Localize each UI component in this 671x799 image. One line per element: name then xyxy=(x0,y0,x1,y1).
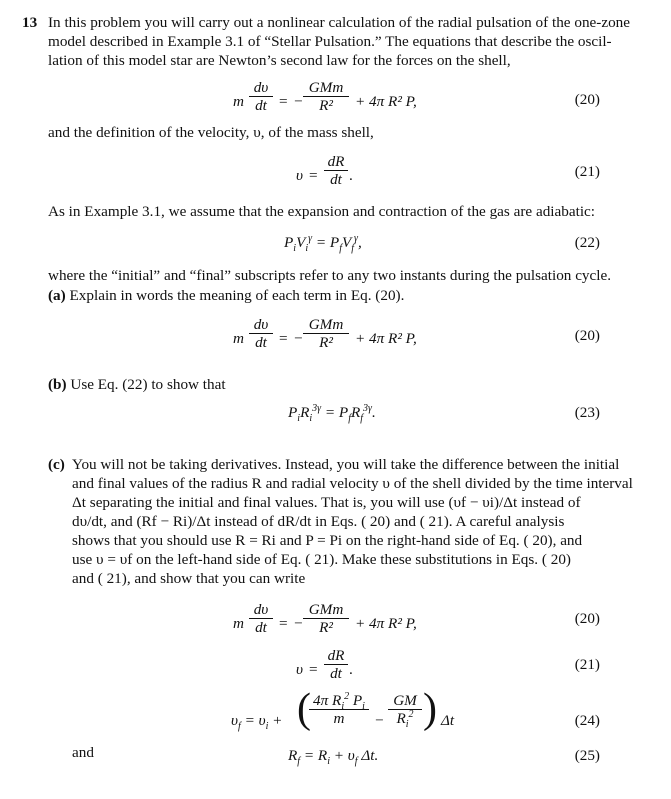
text-velocity-definition: and the definition of the velocity, υ, of the mass shell, xyxy=(48,124,374,141)
part-b: (b) Use Eq. (22) to show that xyxy=(48,376,226,393)
part-c-text: You will not be taking derivatives. Instead, you will take the difference between the initial and final values of the radius R and radial velocity υ of the shell divided by the time interval Δt separating the initial and final values. That is, you will use (υf − υi)/Δt instead of dυ/dt, and (Rf − Ri)/Δt instead of dR/dt in Eqs. ( 20) and ( 21). A careful analysis shows that you should use R = Ri and P = Pi on the right-hand side of Eq. ( 20), and use υ = υf on the left-hand side of Eq. ( 21). Make these substitutions in Eqs. ( 20) and ( 21), and show that you can write xyxy=(72,456,633,587)
equation-number-20-b: (20) xyxy=(574,327,600,344)
equation-number-25: (25) xyxy=(574,747,600,764)
equation-number-20-a: (20) xyxy=(574,91,600,108)
equation-number-24: (24) xyxy=(574,712,600,729)
intro-line-2: model described in Example 3.1 of “Stellar Pulsation.” The equations that describe the oscil- xyxy=(48,33,612,50)
equation-number-21-b: (21) xyxy=(574,656,600,673)
text-adiabatic: As in Example 3.1, we assume that the expansion and contraction of the gas are adiabatic: xyxy=(48,203,595,220)
problem-number: 13 xyxy=(22,14,38,31)
and-word: and xyxy=(72,744,94,761)
equation-number-21-a: (21) xyxy=(574,163,600,180)
equation-25: $R_f = R_i + \upsilon_f$ Δt. xyxy=(288,747,379,768)
intro-line-3: lation of this model star are Newton’s second law for the forces on the shell, xyxy=(48,52,511,69)
part-c-label: (c) xyxy=(48,456,65,473)
equation-22: $P_iV_i^\gamma = P_fV_f^\gamma$, xyxy=(284,232,362,255)
intro-line-1: In this problem you will carry out a nonlinear calculation of the radial pulsation of the one-zone xyxy=(48,14,631,31)
equation-number-23: (23) xyxy=(574,404,600,421)
equation-23: $P_iR_i^{3\gamma} = P_fR_f^{3\gamma}$. xyxy=(288,402,376,425)
part-a: (a) Explain in words the meaning of each term in Eq. (20). xyxy=(48,287,405,304)
equation-number-22: (22) xyxy=(574,234,600,251)
text-initial-final: where the “initial” and “final” subscripts refer to any two instants during the pulsation cycle. xyxy=(48,267,612,284)
equation-number-20-c: (20) xyxy=(574,610,600,627)
